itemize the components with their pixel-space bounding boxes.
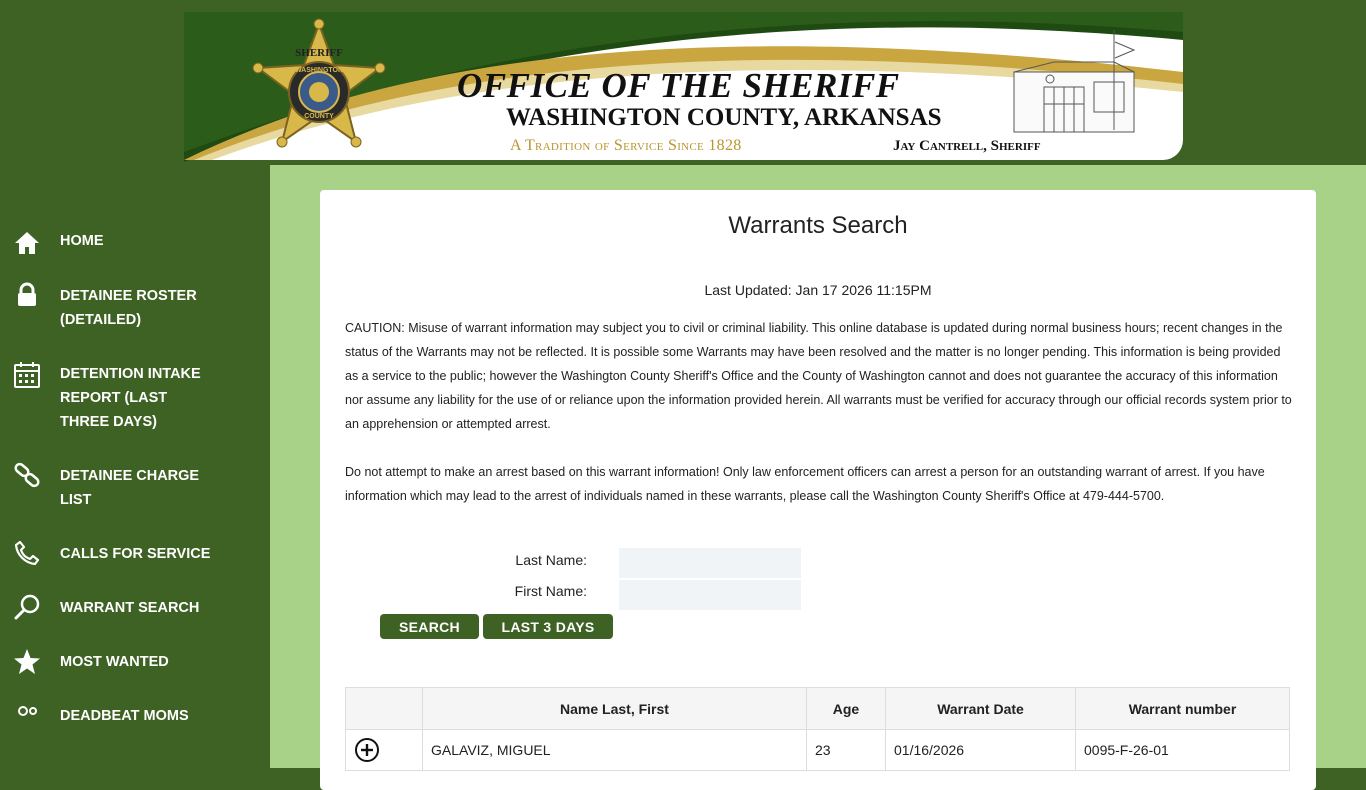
- sidebar-item-deadbeat[interactable]: [0, 703, 270, 729]
- last-name-label: Last Name:: [515, 552, 587, 568]
- banner-subtitle: WASHINGTON COUNTY, ARKANSAS: [506, 104, 942, 131]
- sidebar-item-label: WARRANT SEARCH: [60, 600, 200, 616]
- sidebar-item-calls-for-service[interactable]: [0, 541, 270, 567]
- courthouse-illustration: [1014, 30, 1134, 132]
- banner-sheriff-name: Jay Cantrell, Sheriff: [893, 138, 1041, 154]
- lock-icon: [13, 281, 41, 309]
- sidebar-nav: [0, 215, 270, 724]
- last-3-days-button[interactable]: LAST 3 DAYS: [483, 614, 613, 639]
- notice-paragraph: Do not attempt to make an arrest based on this warrant information! Only law enforcement officers can arrest a person for an outstanding warrant of arrest. If you have information which may lead to the arrest of individuals named in these warrants, please call the Washington County Sheriff's Office at 479-444-5700.: [345, 465, 1265, 503]
- sidebar-item-home[interactable]: [0, 229, 270, 255]
- column-header-age: Age: [807, 688, 886, 730]
- badge-ring-bottom-text: COUNTY: [304, 113, 334, 120]
- sheriff-badge-icon: [252, 20, 386, 154]
- sidebar-item-label: DETAINEE ROSTER (DETAILED): [60, 288, 197, 328]
- sidebar-item-label: DETAINEE CHARGE LIST: [60, 468, 200, 508]
- star-icon: [13, 648, 41, 676]
- sidebar-item-warrant-search[interactable]: [0, 595, 270, 621]
- badge-top-text: SHERIFF: [295, 47, 343, 59]
- search-button[interactable]: SEARCH: [380, 614, 479, 639]
- calendar-icon: [13, 361, 41, 389]
- sidebar-item-detention-intake[interactable]: [0, 361, 270, 435]
- search-icon: [13, 593, 41, 621]
- column-header-name: Name Last, First: [423, 688, 807, 730]
- sidebar-item-label: DETENTION INTAKE REPORT (LAST THREE DAYS): [60, 366, 201, 430]
- column-header-expand: [346, 688, 423, 730]
- table-header-row: [346, 688, 1290, 730]
- sidebar-item-label: DEADBEAT MOMS: [60, 708, 189, 724]
- column-header-warrant-number: Warrant number: [1076, 688, 1290, 730]
- link-icon: [13, 461, 41, 489]
- people-icon: [13, 703, 41, 731]
- sidebar-item-charge-list[interactable]: [0, 463, 270, 513]
- cell-age: 23: [807, 730, 886, 771]
- badge-ring-top-text: WASHINGTON: [294, 67, 344, 74]
- header-banner: [184, 12, 1183, 160]
- cell-name: GALAVIZ, MIGUEL: [423, 730, 807, 771]
- home-icon: [13, 229, 41, 257]
- table-row: [346, 730, 1290, 771]
- sidebar-item-most-wanted[interactable]: [0, 649, 270, 675]
- banner-title: OFFICE OF THE SHERIFF: [457, 66, 900, 105]
- sidebar-item-label: HOME: [60, 233, 104, 249]
- sidebar-item-label: MOST WANTED: [60, 654, 169, 670]
- cell-warrant-date: 01/16/2026: [886, 730, 1076, 771]
- column-header-warrant-date: Warrant Date: [886, 688, 1076, 730]
- first-name-input[interactable]: [619, 580, 801, 610]
- last-name-input[interactable]: [619, 548, 801, 578]
- last-updated: Last Updated: Jan 17 2026 11:15PM: [704, 282, 932, 298]
- page-title: Warrants Search: [728, 212, 908, 239]
- first-name-label: First Name:: [514, 583, 587, 599]
- banner-motto: A Tradition of Service Since 1828: [510, 137, 742, 154]
- sidebar-item-detainee-roster[interactable]: [0, 283, 270, 333]
- warrants-table: [345, 687, 1290, 771]
- caution-paragraph: CAUTION: Misuse of warrant information may subject you to civil or criminal liability. This online database is updated during normal business hours; recent changes in the status of the Warrants may not be reflected. It is possible some Warrants may have been resolved and the matter is no longer pending. This information is being provided as a service to the public; however the Washington County Sheriff's Office and the County of Washington cannot and does not guarantee the accuracy of this information nor assume any liability for the use of or reliance upon the information provided herein. All warrants must be verified for accuracy through our official records system prior to an apprehension or attempted arrest.: [345, 321, 1292, 431]
- cell-warrant-number: 0095-F-26-01: [1076, 730, 1290, 771]
- phone-icon: [13, 539, 41, 567]
- expand-plus-icon[interactable]: [354, 737, 380, 763]
- sidebar-item-label: CALLS FOR SERVICE: [60, 546, 211, 562]
- expand-cell[interactable]: [346, 730, 423, 771]
